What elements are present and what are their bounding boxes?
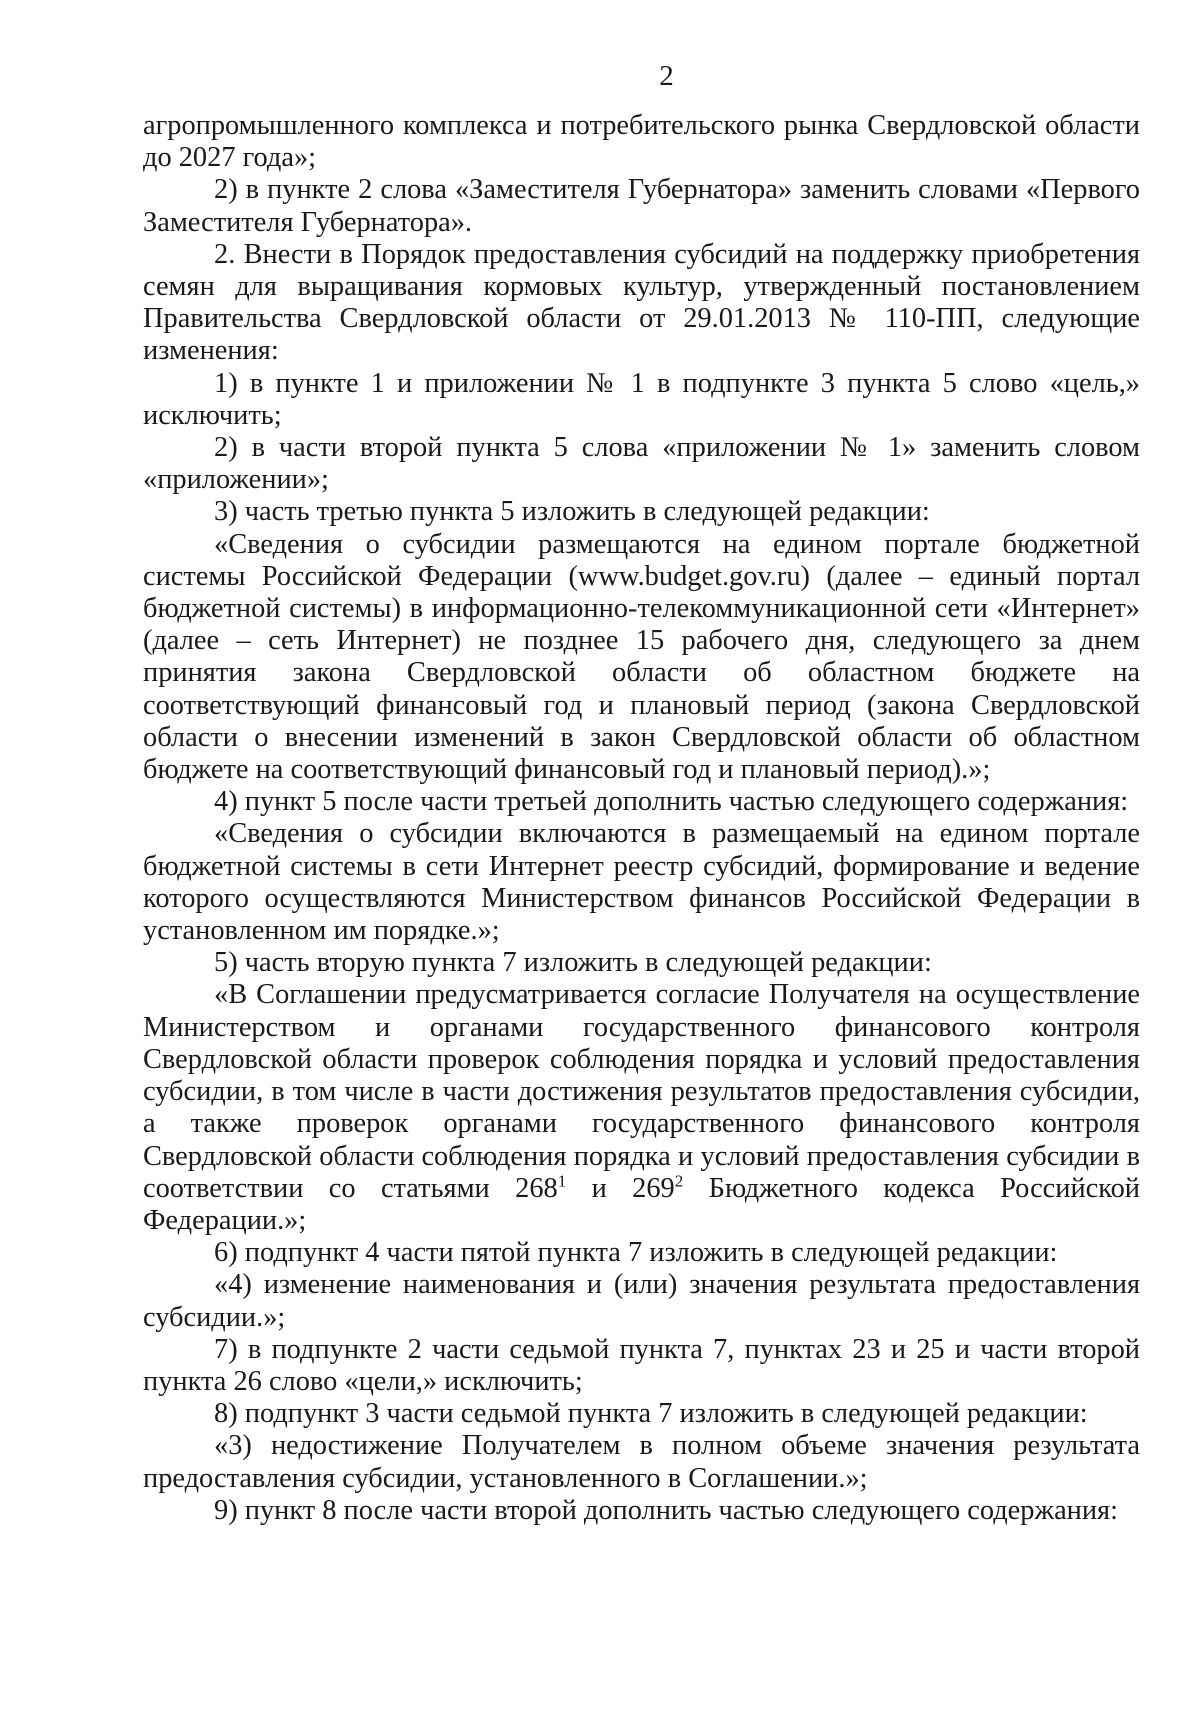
paragraph: 1) в пункте 1 и приложении № 1 в подпункте 3 пункта 5 слово «цель,» исключить; bbox=[143, 367, 1140, 431]
paragraph: «3) недостижение Получателем в полном объеме значения результата предоставления субсидии, установленного в Соглашении.»; bbox=[143, 1430, 1140, 1494]
paragraph: 5) часть вторую пункта 7 изложить в следующей редакции: bbox=[214, 947, 932, 979]
paragraph: 2) в пункте 2 слова «Заместителя Губернатора» заменить словами «Первого Заместителя Губернатора». bbox=[143, 174, 1140, 238]
paragraph: 6) подпункт 4 части пятой пункта 7 изложить в следующей редакции: bbox=[214, 1237, 1058, 1269]
paragraph: 7) в подпункте 2 части седьмой пункта 7, пунктах 23 и 25 и части второй пункта 26 слово «цели,» исключить; bbox=[143, 1333, 1140, 1397]
paragraph: 2) в части второй пункта 5 слова «приложении № 1» заменить словом «приложении»; bbox=[143, 432, 1140, 496]
agreement-paragraph bbox=[143, 979, 1140, 1237]
paragraph: 2. Внести в Порядок предоставления субсидий на поддержку приобретения семян для выращивания кормовых культур, утвержденный постановлением Правительства Свердловской области от 29.01.2013 № 110-ПП, следующие изменения: bbox=[143, 238, 1140, 367]
agreement-text-end: Бюджетного кодекса Российской Федерации.»; bbox=[143, 1172, 1141, 1236]
document-body bbox=[143, 110, 1140, 1527]
paragraph: «4) изменение наименования и (или) значения результата предоставления субсидии.»; bbox=[143, 1269, 1140, 1333]
agreement-text-start: «В Соглашении предусматривается согласие Получателя на осуществление Министерством и органами государственного финансового контроля Свердловской области проверок соблюдения порядка и условий предоставления субсидии, в том числе в части достижения результатов предоставления субсидии, а также проверок органами государственного финансового контроля Свердловской области соблюдения порядка и условий предоставления субсидии в соответствии со статьями 268 bbox=[143, 979, 1140, 1204]
paragraph: «Сведения о субсидии размещаются на едином портале бюджетной системы Российской Федерации (www.budget.gov.ru) (далее – единый портал бюджетной системы) в информационно-телекоммуникационной сети «Интернет» (далее – сеть Интернет) не позднее 15 рабочего дня, следующего за днем принятия закона Свердловской области об областном бюджете на соответствующий финансовый год и плановый период (закона Свердловской области о внесении изменений в закон Свердловской области об областном бюджете на соответствующий финансовый год и плановый период).»; bbox=[143, 528, 1140, 786]
paragraph: агропромышленного комплекса и потребительского рынка Свердловской области до 2027 года»; bbox=[143, 110, 1140, 174]
superscript-2: 2 bbox=[674, 1171, 684, 1191]
paragraph: «Сведения о субсидии включаются в размещаемый на едином портале бюджетной системы в сети Интернет реестр субсидий, формирование и ведение которого осуществляются Министерством финансов Российской Федерации в установленном им порядке.»; bbox=[143, 818, 1140, 947]
paragraph: 8) подпункт 3 части седьмой пункта 7 изложить в следующей редакции: bbox=[214, 1398, 1088, 1430]
paragraph: 9) пункт 8 после части второй дополнить частью следующего содержания: bbox=[214, 1494, 1119, 1526]
page-number: 2 bbox=[659, 60, 674, 92]
agreement-text-middle: и 269 bbox=[566, 1172, 675, 1204]
superscript-1: 1 bbox=[557, 1171, 567, 1191]
paragraph: 3) часть третью пункта 5 изложить в следующей редакции: bbox=[214, 496, 930, 528]
paragraph: 4) пункт 5 после части третьей дополнить частью следующего содержания: bbox=[214, 786, 1129, 818]
